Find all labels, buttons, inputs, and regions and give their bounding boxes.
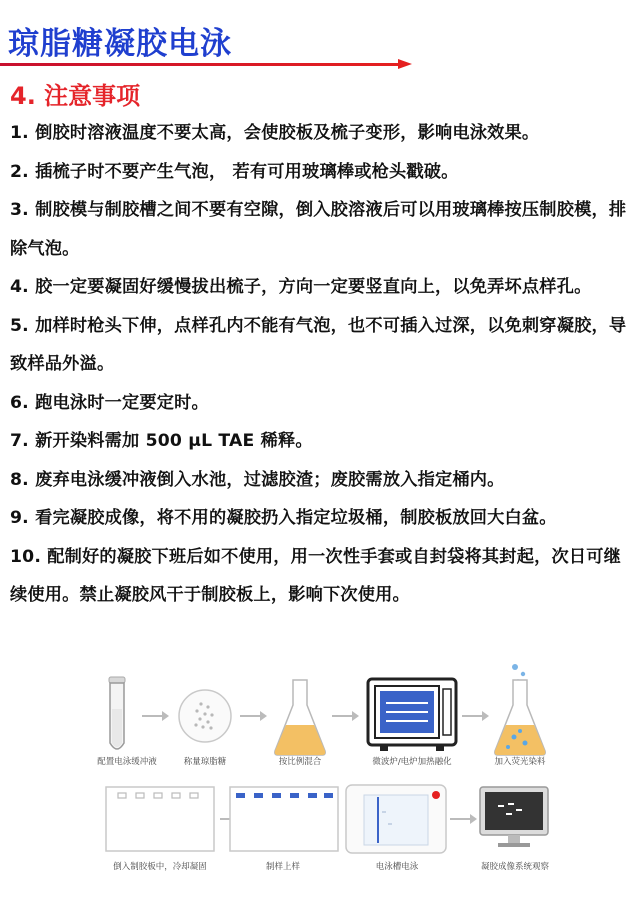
agarose-powder-icon [177,688,233,744]
flask-icon [272,677,328,757]
workflow-diagram [0,655,640,905]
step-caption: 倒入制胶板中，冷却凝固 [113,862,207,872]
electrophoresis-tank-icon [344,783,448,855]
list-item: 1. 倒胶时溶液温度不要太高，会使胶板及梳子变形，影响电泳效果。 [10,123,540,143]
step-caption: 凝胶成像系统观察 [480,862,549,872]
list-item: 2. 插梳子时不要产生气泡， 若有可用玻璃棒或枪头戳破。 [10,161,459,182]
arrow-right-icon [448,813,478,825]
arrow-right-icon [330,710,360,722]
list-item: 7. 新开染料需加 500 μL TAE 稀释。 [10,431,313,451]
imaging-monitor-icon [478,785,550,849]
step-caption: 称量琼脂糖 [183,757,227,767]
sample-loading-icon [228,785,340,853]
step-caption: 加入荧光染料 [494,757,546,767]
title-arrow-icon [398,59,412,69]
list-item: 3. 制胶模与制胶槽之间不要有空隙，倒入胶溶液后可以用玻璃棒按压制胶模，排除气泡。 [10,200,627,259]
arrow-right-icon [140,710,170,722]
step-caption: 微波炉/电炉加热融化 [372,757,452,767]
page-title: 琼脂糖凝胶电泳 [8,26,232,62]
dye-flask-icon [492,661,548,757]
list-item: 6. 跑电泳时一定要定时。 [10,392,209,413]
list-item: 5. 加样时枪头下伸，点样孔内不能有气泡，也不可插入过深，以免刺穿凝胶，导致样品外溢。 [10,315,627,374]
step-caption: 配置电泳缓冲液 [97,757,157,767]
section-title: 4. 注意事项 [10,82,141,110]
gel-tray-icon [104,785,216,853]
microwave-icon [366,677,458,755]
test-tube-icon [100,675,134,757]
list-item: 4. 胶一定要凝固好缓慢拔出梳子，方向一定要竖直向上，以免弄坏点样孔。 [10,277,592,297]
arrow-right-icon [460,710,490,722]
arrow-right-icon [238,710,268,722]
step-caption: 制样上样 [265,862,300,872]
step-caption: 电泳槽电泳 [375,862,419,872]
step-caption: 按比例混合 [278,757,322,767]
title-underline [0,63,400,66]
list-item: 8. 废弃电泳缓冲液倒入水池，过滤胶渣；废胶需放入指定桶内。 [10,469,505,490]
list-item: 10. 配制好的凝胶下班后如不使用，用一次性手套或自封袋将其封起，次日可继续使用。禁止凝胶风干于制胶板上，影响下次使用。 [10,546,622,605]
list-item: 9. 看完凝胶成像，将不用的凝胶扔入指定垃圾桶，制胶板放回大白盆。 [10,508,557,528]
notes-list [10,114,634,615]
